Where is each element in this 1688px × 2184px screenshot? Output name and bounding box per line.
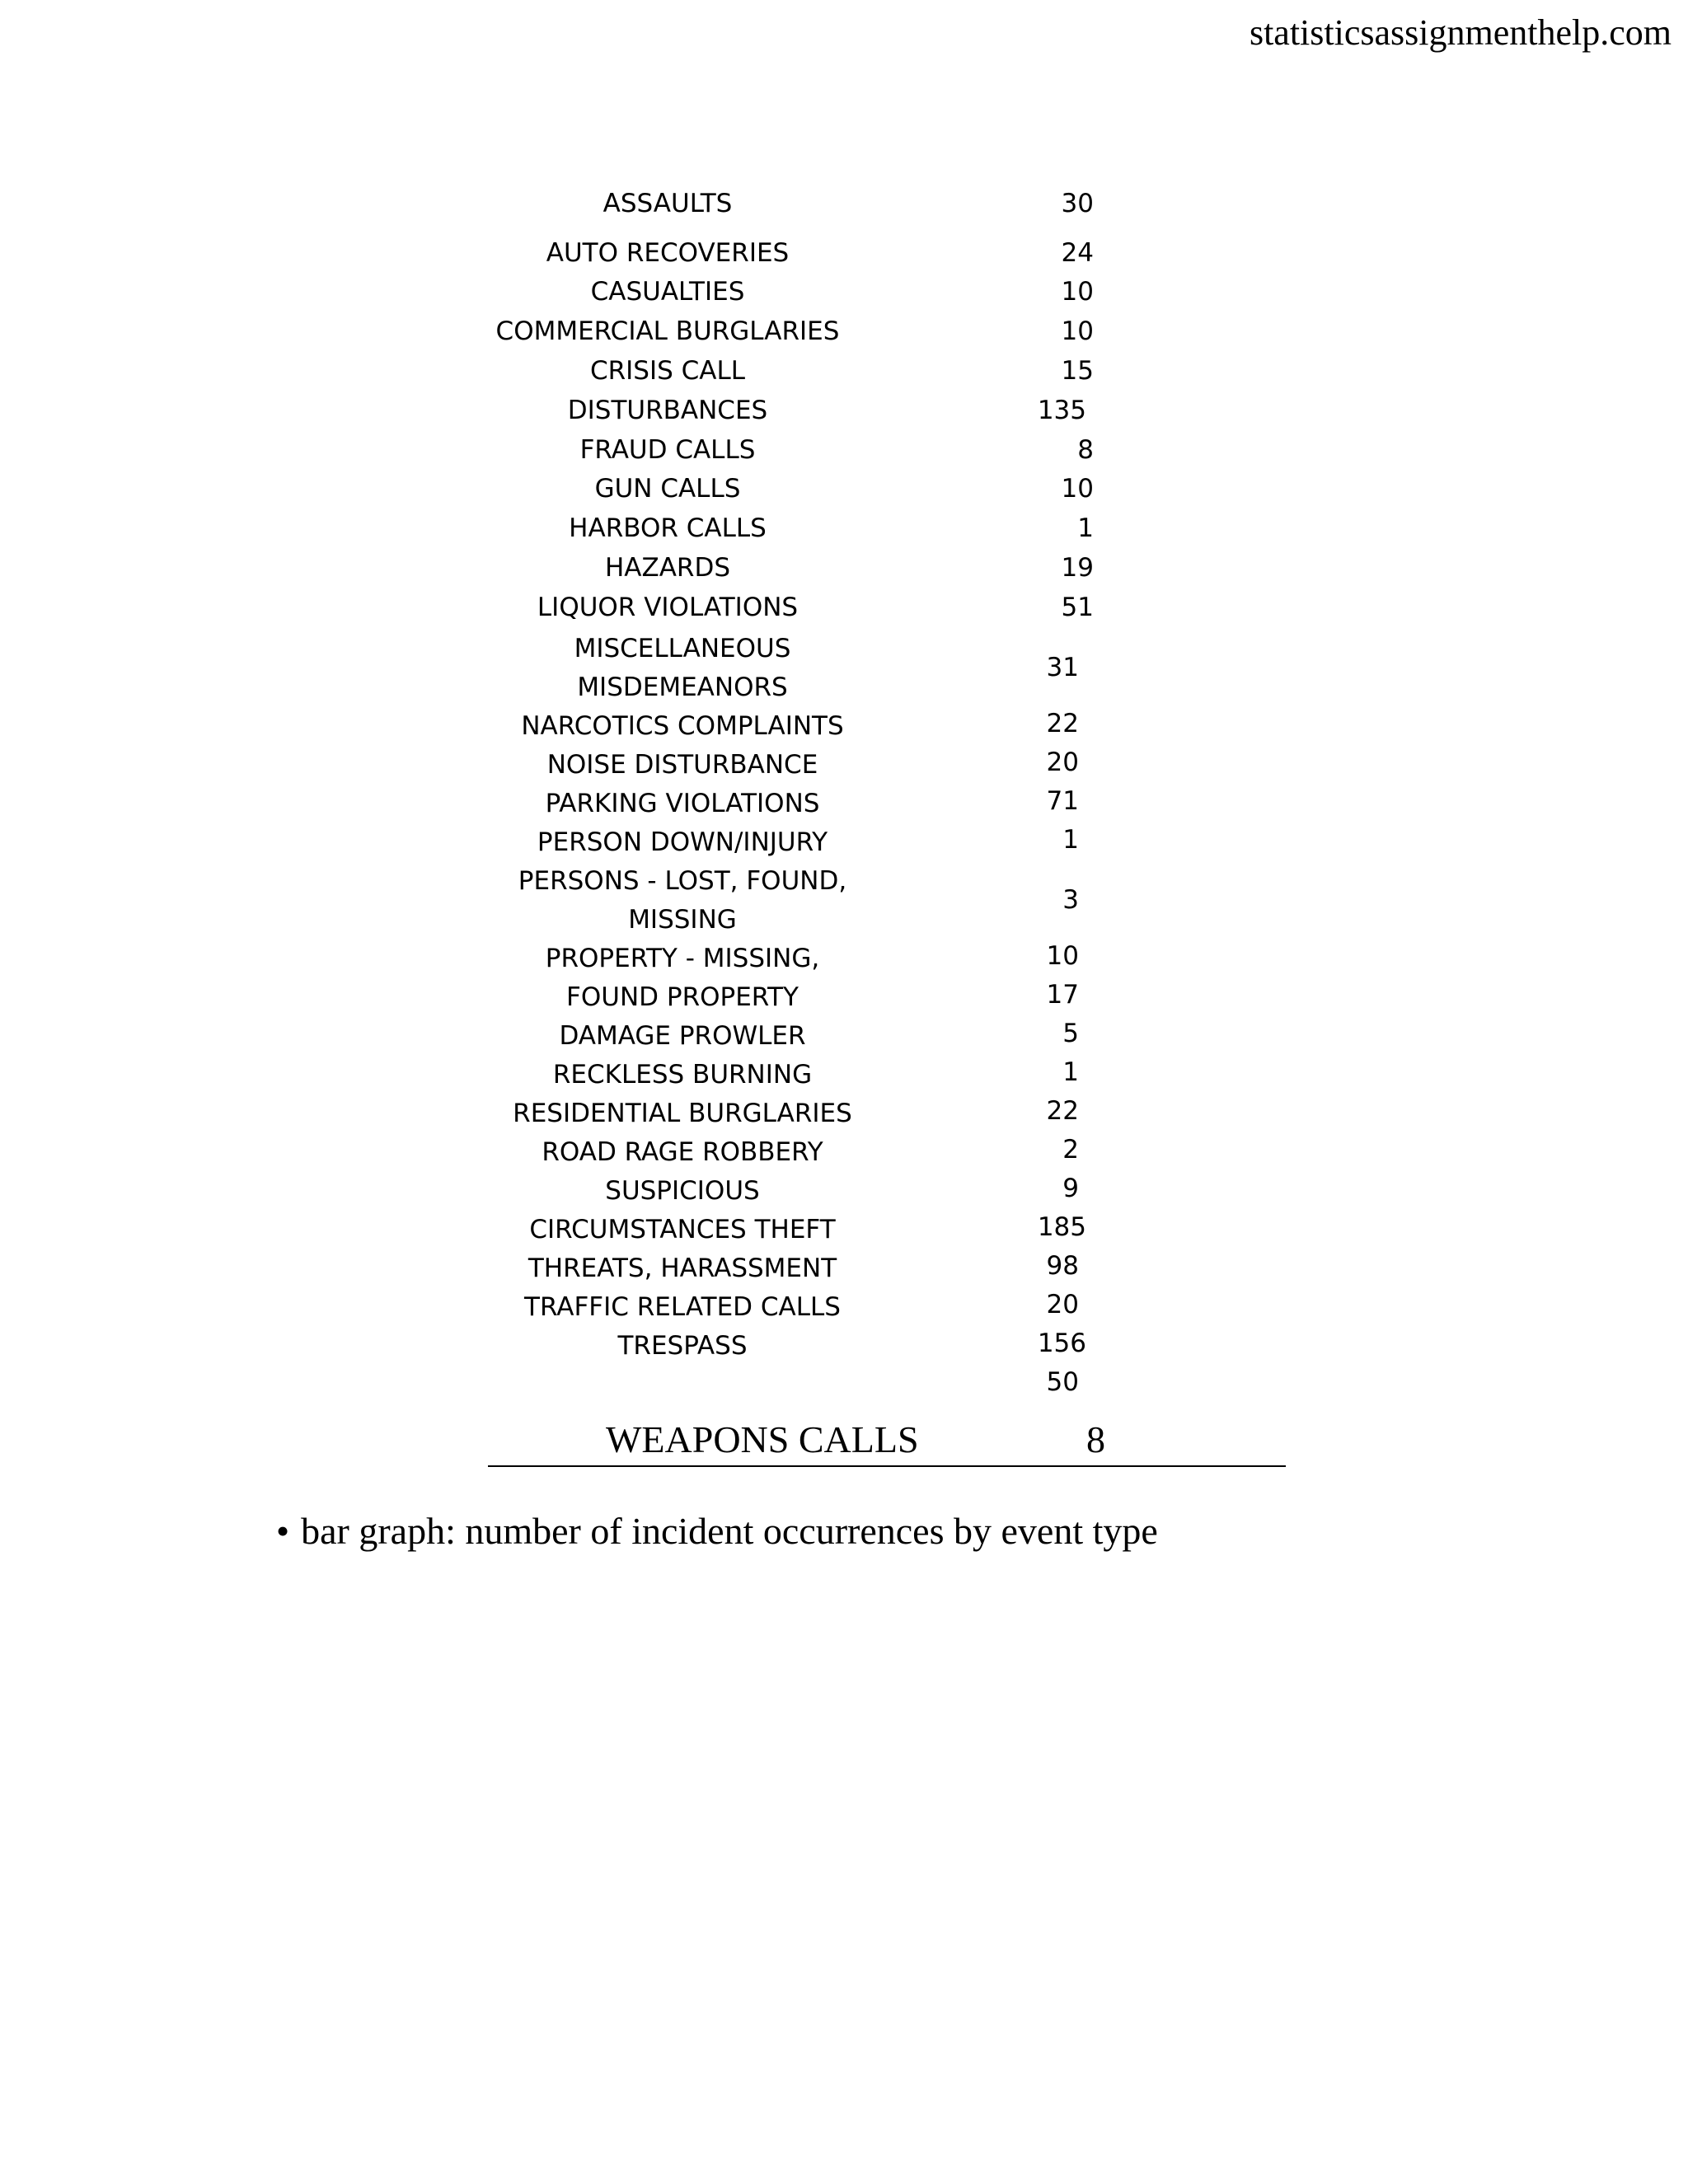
row-label: DAMAGE PROWLER [559, 1021, 806, 1051]
row-value: 20 [1046, 1290, 1079, 1319]
row-label: HARBOR CALLS [569, 513, 767, 543]
row-value: 31 [1046, 653, 1079, 682]
row-value: 17 [1046, 980, 1079, 1010]
row-label: PROPERTY - MISSING, [545, 944, 820, 973]
bullet-item [276, 1508, 1158, 1554]
weapons-calls-value: 8 [1086, 1418, 1105, 1460]
row-value: 10 [1061, 474, 1094, 504]
table-bottom-rule [488, 1465, 1286, 1467]
row-value: 9 [1062, 1174, 1079, 1203]
row-label: FOUND PROPERTY [566, 982, 799, 1012]
row-value: 1 [1062, 1057, 1079, 1087]
row-value: 71 [1046, 786, 1079, 816]
row-value: 8 [1077, 435, 1094, 465]
row-label: CRISIS CALL [589, 356, 746, 386]
row-label: RECKLESS BURNING [552, 1060, 813, 1090]
row-value: 10 [1061, 277, 1094, 307]
row-label: THREATS, HARASSMENT [528, 1254, 837, 1283]
row-value: 10 [1046, 941, 1079, 971]
row-label: GUN CALLS [594, 474, 741, 504]
row-label: LIQUOR VIOLATIONS [537, 593, 799, 622]
row-label: ASSAULTS [603, 189, 733, 218]
row-value: 20 [1046, 748, 1079, 777]
row-value: 1 [1062, 825, 1079, 855]
row-label: CASUALTIES [590, 277, 745, 307]
row-label: PARKING VIOLATIONS [545, 789, 820, 818]
row-label: PERSONS - LOST, FOUND, [518, 866, 847, 896]
row-label: COMMERCIAL BURGLARIES [495, 316, 840, 346]
row-label: MISCELLANEOUS [574, 634, 791, 663]
row-label: DISTURBANCES [567, 396, 768, 425]
row-label: MISDEMEANORS [577, 673, 788, 702]
row-value: 24 [1061, 238, 1094, 268]
row-value: 30 [1061, 189, 1094, 218]
site-watermark: statisticsassignmenthelp.com [1249, 12, 1672, 53]
row-value: 135 [1037, 396, 1086, 425]
row-value: 3 [1062, 885, 1079, 915]
bullet-text: bar graph: number of incident occurrences by event type [301, 1510, 1158, 1552]
row-value: 5 [1062, 1019, 1079, 1048]
row-value: 98 [1046, 1251, 1079, 1281]
row-label: FRAUD CALLS [579, 435, 756, 465]
row-label: ROAD RAGE ROBBERY [542, 1137, 823, 1167]
row-label: RESIDENTIAL BURGLARIES [513, 1099, 852, 1128]
row-label: NARCOTICS COMPLAINTS [521, 711, 844, 741]
row-label: SUSPICIOUS [605, 1176, 760, 1206]
row-label: MISSING [628, 905, 737, 935]
row-label: TRESPASS [617, 1331, 748, 1361]
row-value: 1 [1077, 513, 1094, 543]
row-value: 50 [1046, 1367, 1079, 1397]
row-value: 51 [1061, 593, 1094, 622]
row-value: 15 [1061, 356, 1094, 386]
row-label: NOISE DISTURBANCE [546, 750, 818, 780]
row-value: 22 [1046, 1096, 1079, 1126]
weapons-calls-label: WEAPONS CALLS [606, 1418, 919, 1460]
row-label: CIRCUMSTANCES THEFT [529, 1215, 836, 1244]
row-value: 185 [1037, 1212, 1086, 1242]
row-label: HAZARDS [604, 553, 731, 583]
row-label: PERSON DOWN/INJURY [537, 827, 828, 857]
row-value: 2 [1062, 1135, 1079, 1165]
row-label: TRAFFIC RELATED CALLS [524, 1292, 841, 1322]
row-value: 10 [1061, 316, 1094, 346]
row-label: AUTO RECOVERIES [546, 238, 790, 268]
row-value: 156 [1037, 1329, 1086, 1358]
row-value: 22 [1046, 709, 1079, 738]
row-value: 19 [1061, 553, 1094, 583]
bullet-icon: • [276, 1510, 290, 1552]
